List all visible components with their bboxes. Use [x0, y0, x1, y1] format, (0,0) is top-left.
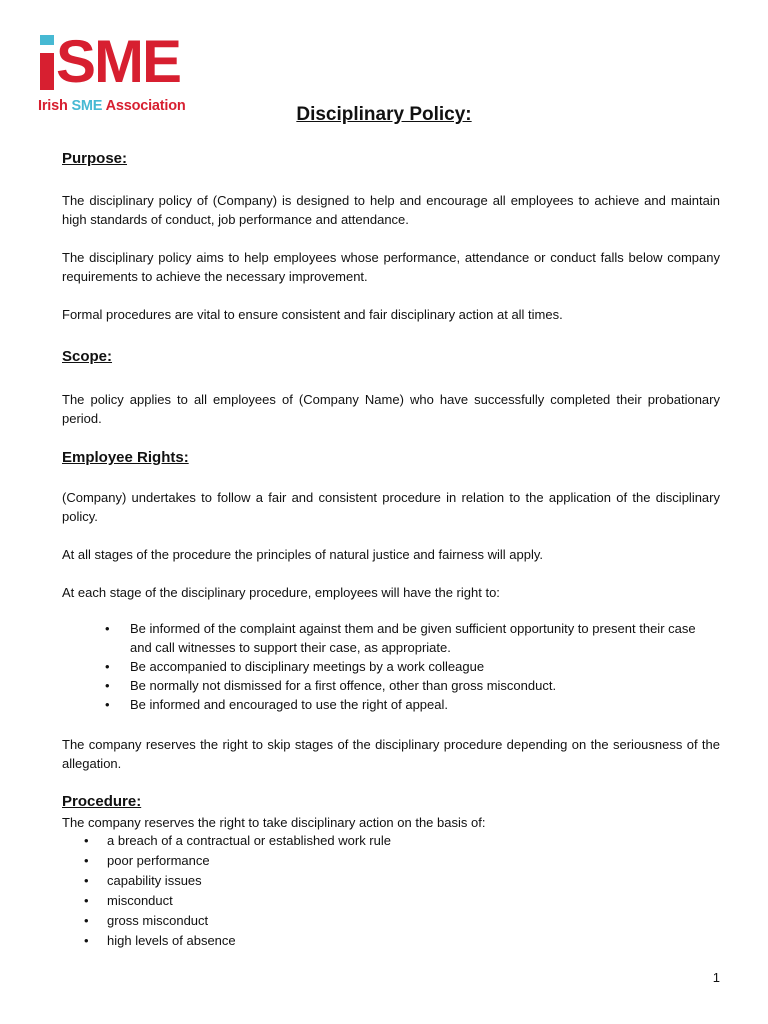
scope-heading: Scope:: [62, 348, 113, 365]
purpose-paragraph: The disciplinary policy aims to help employees whose performance, attendance or conduct falls below company requirements to achieve the necessary improvement.: [62, 250, 720, 284]
logo-wordmark: SME: [56, 28, 181, 95]
rights-paragraph: At each stage of the disciplinary procedure, employees will have the right to:: [62, 585, 500, 600]
list-item: • Be informed and encouraged to use the right of appeal.: [62, 695, 720, 714]
list-item: • capability issues: [62, 871, 720, 891]
list-item: • Be accompanied to disciplinary meetings by a work colleague: [62, 657, 720, 676]
logo-i-stem: [40, 53, 54, 90]
rights-paragraph: At all stages of the procedure the principles of natural justice and fairness will apply.: [62, 547, 544, 562]
purpose-paragraph: The disciplinary policy of (Company) is designed to help and encourage all employees to achieve and maintain high standards of conduct, job performance and attendance.: [62, 193, 720, 227]
procedure-intro: The company reserves the right to take disciplinary action on the basis of:: [62, 815, 486, 830]
document-title: Disciplinary Policy:: [296, 104, 472, 125]
list-item: • gross misconduct: [62, 911, 720, 931]
list-item: • poor performance: [62, 851, 720, 871]
list-item: • a breach of a contractual or established work rule: [62, 831, 720, 851]
logo-tagline: Irish SME Association: [38, 98, 186, 114]
procedure-heading: Procedure:: [62, 793, 142, 810]
list-item: • Be normally not dismissed for a first offence, other than gross misconduct.: [62, 676, 720, 695]
page-number: 1: [712, 970, 720, 985]
logo-tagline-highlight: SME: [71, 98, 103, 114]
rights-paragraph: (Company) undertakes to follow a fair and consistent procedure in relation to the application of the disciplinary policy.: [62, 490, 720, 524]
list-item: • misconduct: [62, 891, 720, 911]
scope-paragraph: The policy applies to all employees of (Company Name) who have successfully completed their probationary period.: [62, 392, 720, 426]
list-item: • Be informed of the complaint against them and be given sufficient opportunity to present their case and call witnesses to support their case, as appropriate.: [62, 619, 720, 657]
procedure-basis-list: [62, 831, 720, 951]
employee-rights-list: [62, 619, 720, 714]
purpose-paragraph: Formal procedures are vital to ensure consistent and fair disciplinary action at all times.: [62, 307, 563, 322]
purpose-heading: Purpose:: [62, 150, 128, 167]
logo-i-dot: [40, 35, 54, 45]
employee-rights-heading: Employee Rights:: [62, 449, 189, 466]
list-item: • high levels of absence: [62, 931, 720, 951]
rights-closing-paragraph: The company reserves the right to skip stages of the disciplinary procedure depending on the seriousness of the allegation.: [62, 737, 720, 771]
